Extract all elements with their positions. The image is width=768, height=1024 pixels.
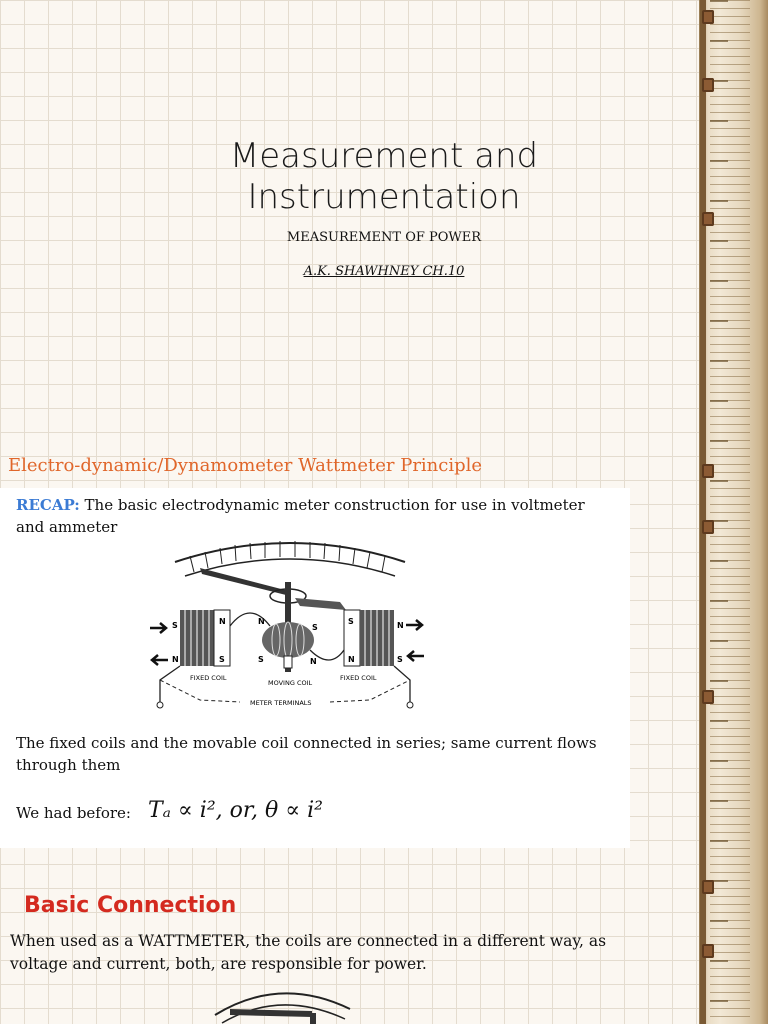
recap-label: RECAP: — [16, 496, 80, 514]
control-vane — [295, 598, 346, 610]
pole-label-s: S — [397, 655, 403, 664]
binder-clip-icon — [702, 880, 714, 894]
before-label: We had before: — [16, 804, 131, 822]
pole-label-s: S — [258, 655, 264, 664]
pole-label-n: N — [397, 621, 404, 630]
meter-pointer — [230, 1009, 312, 1017]
pole-label-n: N — [172, 655, 179, 664]
arrow-in-icon — [408, 651, 424, 661]
pole-label-s: S — [219, 655, 225, 664]
arrow-out-icon — [152, 655, 168, 665]
title-line-2: Instrumentation — [247, 177, 521, 217]
binder-clip-icon — [702, 78, 714, 92]
pole-label-s: S — [348, 617, 354, 626]
meter-pointer — [200, 568, 290, 596]
pole-label-n: N — [310, 657, 317, 666]
torque-formula: Tₐ ∝ i², or, θ ∝ i² — [148, 798, 323, 823]
meter-terminals-label: METER TERMINALS — [250, 699, 312, 707]
connecting-wire — [394, 666, 410, 702]
spindle — [310, 1013, 316, 1024]
title-line-1: Measurement and — [229, 136, 539, 176]
series-paragraph: The fixed coils and the movable coil connected in series; same current flows through them — [16, 734, 597, 774]
reference-link[interactable]: A.K. SHAWHNEY CH.10 — [303, 264, 465, 279]
connecting-wire — [160, 666, 180, 702]
pole-label-n: N — [348, 655, 355, 664]
fixed-coil-right-label: FIXED COIL — [340, 674, 377, 682]
terminal-left — [157, 702, 163, 708]
recap-body: The basic electrodynamic meter construction for use in voltmeter and ammeter — [16, 496, 585, 536]
binder-clip-icon — [702, 464, 714, 478]
binder-clip-icon — [702, 690, 714, 704]
moving-coil-label: MOVING COIL — [268, 679, 313, 687]
wattmeter-diagram-partial — [200, 975, 360, 1024]
slide-title — [0, 136, 768, 218]
pole-label-n: N — [219, 617, 226, 626]
section-heading-connection: Basic Connection — [24, 893, 237, 918]
binder-clip-icon — [702, 520, 714, 534]
binder-clip-icon — [702, 944, 714, 958]
pole-label-s: S — [312, 623, 318, 632]
fixed-coil-left-label: FIXED COIL — [190, 674, 227, 682]
arrow-out-icon — [406, 620, 422, 630]
section-heading-principle: Electro-dynamic/Dynamometer Wattmeter Principle — [8, 455, 483, 476]
binder-clip-icon — [702, 10, 714, 24]
moving-coil — [262, 622, 314, 658]
arrow-in-icon — [150, 623, 166, 633]
terminal-right — [407, 702, 413, 708]
pole-label-s: S — [172, 621, 178, 630]
subtitle: MEASUREMENT OF POWER — [286, 230, 482, 245]
connection-paragraph: When used as a WATTMETER, the coils are connected in a different way, as voltage and current, both, are responsible for power. — [10, 932, 607, 973]
electrodynamic-meter-diagram — [140, 530, 430, 720]
pole-label-n: N — [258, 617, 265, 626]
